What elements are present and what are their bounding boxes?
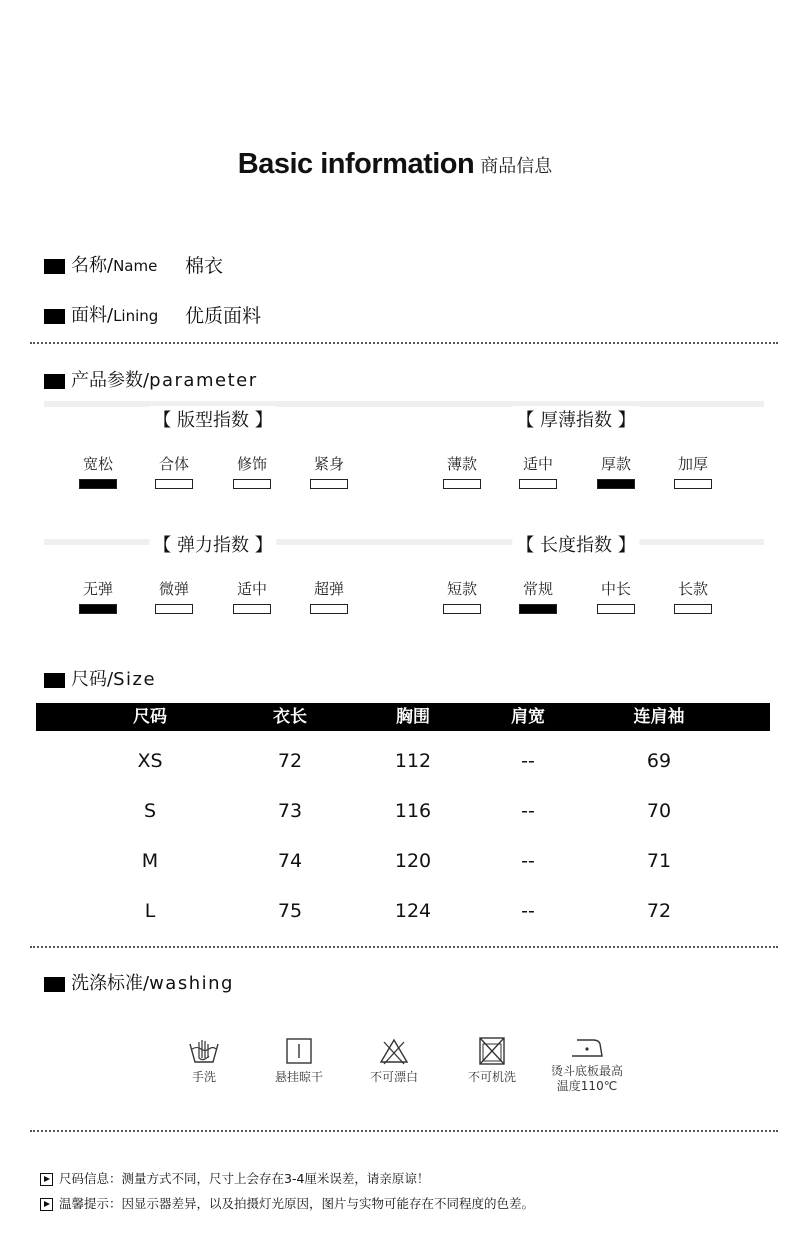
table-cell: -- <box>521 800 535 822</box>
index-option-label: 紧身 <box>313 455 344 473</box>
column-header: 肩宽 <box>511 707 545 727</box>
hang-dry-icon <box>284 1036 314 1066</box>
hand-wash-icon <box>187 1036 221 1066</box>
index-option <box>144 453 204 489</box>
lining-value: 优质面料 <box>185 305 262 327</box>
table-cell: 112 <box>394 750 432 772</box>
index-option-label: 无弹 <box>82 580 113 598</box>
index-option-label: 合体 <box>158 455 189 473</box>
index-option-label: 适中 <box>236 580 267 598</box>
index-indicator <box>443 604 481 614</box>
index-option <box>222 578 282 614</box>
table-cell: -- <box>521 850 535 872</box>
table-cell: 74 <box>277 850 303 872</box>
divider <box>30 342 778 344</box>
index-option <box>663 453 723 489</box>
length-index-title: 【 长度指数 】 <box>512 531 639 557</box>
table-cell: 69 <box>646 750 672 772</box>
table-cell: XS <box>137 750 163 772</box>
care-item <box>349 1036 439 1085</box>
index-option <box>508 578 568 614</box>
elasticity-index-title: 【 弹力指数 】 <box>149 531 276 557</box>
table-cell: M <box>141 850 159 872</box>
care-label: 不可漂白 <box>369 1070 418 1084</box>
divider <box>30 1130 778 1132</box>
index-option-label: 修饰 <box>236 455 267 473</box>
index-option <box>68 453 128 489</box>
no-machine-wash-icon <box>476 1036 508 1066</box>
thickness-index-title: 【 厚薄指数 】 <box>512 406 639 432</box>
index-option-label: 长款 <box>677 580 708 598</box>
square-bullet-icon <box>44 673 65 688</box>
title-cn: 商品信息 <box>480 155 553 177</box>
no-bleach-icon <box>378 1036 410 1066</box>
index-option-label: 加厚 <box>677 455 708 473</box>
washing-heading: 洗涤标准/washing <box>44 969 234 995</box>
index-option <box>508 453 568 489</box>
table-cell: 73 <box>277 800 303 822</box>
index-option <box>299 578 359 614</box>
table-cell: S <box>143 800 157 822</box>
size-heading: 尺码/Size <box>44 665 156 691</box>
size-note: 尺码信息：测量方式不同，尺寸上会存在3-4厘米误差，请亲原谅！ <box>40 1169 429 1187</box>
care-label: 手洗 <box>191 1070 216 1084</box>
square-bullet-icon <box>44 977 65 992</box>
size-table-header <box>36 703 770 731</box>
table-cell: 71 <box>646 850 672 872</box>
table-cell: 120 <box>394 850 432 872</box>
index-indicator <box>519 479 557 489</box>
index-indicator <box>155 604 193 614</box>
index-option <box>144 578 204 614</box>
care-label: 烫斗底板最高 <box>550 1064 623 1078</box>
play-icon <box>40 1173 53 1186</box>
index-indicator <box>233 604 271 614</box>
index-option <box>299 453 359 489</box>
page-title <box>0 148 790 181</box>
care-item <box>542 1036 632 1094</box>
index-option-label: 中长 <box>600 580 631 598</box>
index-option <box>222 453 282 489</box>
divider <box>30 946 778 948</box>
index-option-label: 适中 <box>522 455 553 473</box>
table-cell: 72 <box>277 750 303 772</box>
index-indicator-selected <box>79 604 117 614</box>
column-header: 衣长 <box>273 707 307 727</box>
index-option-label: 薄款 <box>446 455 477 473</box>
lining-label: 面料/Lining <box>44 301 158 327</box>
index-option <box>432 453 492 489</box>
index-indicator-selected <box>597 479 635 489</box>
table-cell: 70 <box>646 800 672 822</box>
fit-index-title: 【 版型指数 】 <box>149 406 276 432</box>
care-item <box>159 1036 249 1085</box>
table-cell: 116 <box>394 800 432 822</box>
table-cell: L <box>144 900 156 922</box>
index-indicator <box>443 479 481 489</box>
table-cell: 75 <box>277 900 303 922</box>
index-indicator <box>155 479 193 489</box>
index-option <box>432 578 492 614</box>
iron-icon <box>569 1036 605 1060</box>
square-bullet-icon <box>44 374 65 389</box>
index-indicator-selected <box>519 604 557 614</box>
play-icon <box>40 1198 53 1211</box>
column-header: 尺码 <box>133 707 167 727</box>
index-indicator-selected <box>79 479 117 489</box>
table-cell: 72 <box>646 900 672 922</box>
care-item <box>447 1036 537 1085</box>
index-option <box>663 578 723 614</box>
index-option-label: 微弹 <box>158 580 189 598</box>
name-value: 棉衣 <box>185 255 224 277</box>
index-option-label: 常规 <box>522 580 553 598</box>
index-indicator <box>310 479 348 489</box>
table-cell: 124 <box>394 900 432 922</box>
table-cell: -- <box>521 750 535 772</box>
index-option <box>586 578 646 614</box>
square-bullet-icon <box>44 259 65 274</box>
care-label: 悬挂晾干 <box>274 1070 323 1084</box>
index-option-label: 短款 <box>446 580 477 598</box>
index-indicator <box>674 479 712 489</box>
index-option-label: 超弹 <box>313 580 344 598</box>
care-item <box>254 1036 344 1085</box>
index-option <box>586 453 646 489</box>
square-bullet-icon <box>44 309 65 324</box>
title-en: Basic information <box>237 148 475 180</box>
name-label: 名称/Name <box>44 251 157 277</box>
parameter-heading: 产品参数/parameter <box>44 366 258 392</box>
index-indicator <box>674 604 712 614</box>
column-header: 连肩袖 <box>633 707 685 727</box>
column-header: 胸围 <box>396 707 430 727</box>
index-indicator <box>597 604 635 614</box>
index-option-label: 厚款 <box>600 455 631 473</box>
index-indicator <box>310 604 348 614</box>
care-label: 不可机洗 <box>467 1070 516 1084</box>
index-option <box>68 578 128 614</box>
color-note: 温馨提示：因显示器差异，以及拍摄灯光原因，图片与实物可能存在不同程度的色差。 <box>40 1194 534 1212</box>
index-indicator <box>233 479 271 489</box>
care-label: 温度110℃ <box>556 1079 618 1093</box>
index-option-label: 宽松 <box>82 455 113 473</box>
table-cell: -- <box>521 900 535 922</box>
